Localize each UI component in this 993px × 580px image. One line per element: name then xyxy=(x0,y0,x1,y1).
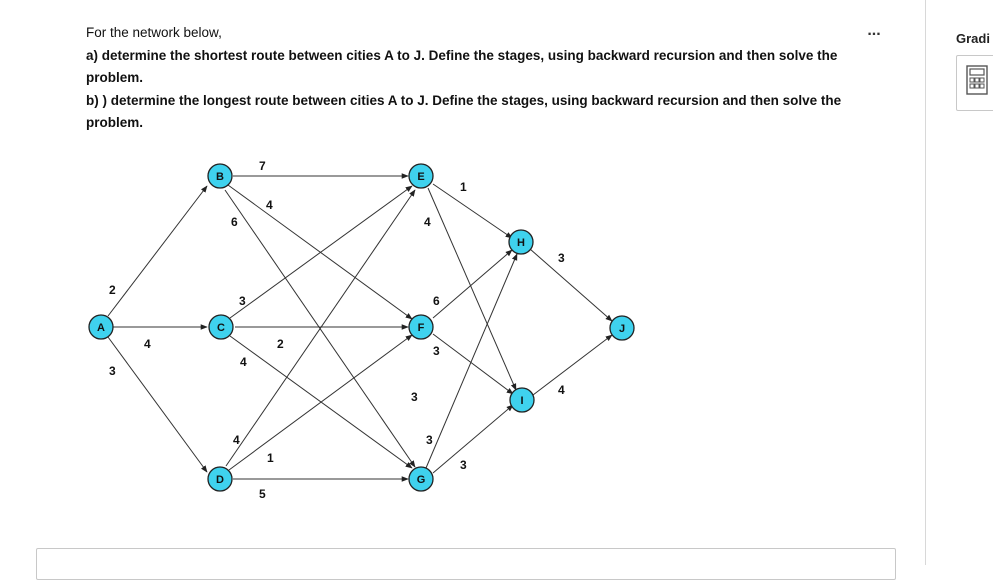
node-a xyxy=(89,315,113,339)
node-i-label: I xyxy=(520,395,524,407)
edge-weights xyxy=(109,159,565,501)
weight-b-f: 4 xyxy=(266,198,273,212)
weight-h-j: 3 xyxy=(558,251,565,265)
node-j xyxy=(610,316,634,340)
weight-c-f: 2 xyxy=(277,337,284,351)
weight-f-g: 3 xyxy=(411,390,418,404)
edge-h-j xyxy=(530,249,612,321)
node-d xyxy=(208,467,232,491)
question-part-a: a) determine the shortest route between cities A to J. Define the stages, using backward recursion and then solve the problem. xyxy=(86,47,838,85)
weight-c-e: 3 xyxy=(239,294,246,308)
node-f-label: F xyxy=(417,322,425,334)
weight-f-i: 3 xyxy=(433,344,440,358)
grading-side-panel xyxy=(925,0,993,565)
weight-b-e: 7 xyxy=(259,159,266,173)
edge-a-d xyxy=(108,337,207,472)
node-b xyxy=(208,164,232,188)
edge-e-h xyxy=(433,184,512,238)
weight-g-h: 3 xyxy=(426,433,433,447)
node-c-label: C xyxy=(217,322,225,334)
node-h xyxy=(509,230,533,254)
edge-f-i xyxy=(433,334,513,394)
node-e xyxy=(409,164,433,188)
weight-f-h: 6 xyxy=(433,294,440,308)
calculator-icon xyxy=(966,65,988,95)
weight-i-j: 4 xyxy=(558,383,565,397)
node-i xyxy=(510,388,534,412)
node-j-label: J xyxy=(618,323,626,335)
answer-input-area[interactable] xyxy=(36,548,896,580)
weight-e-h: 1 xyxy=(460,180,467,194)
weight-a-c: 4 xyxy=(144,337,151,351)
node-c xyxy=(209,315,233,339)
node-f xyxy=(409,315,433,339)
edge-d-e xyxy=(226,190,415,466)
network-edges xyxy=(108,176,612,479)
weight-d-g: 5 xyxy=(259,487,266,501)
edge-a-b xyxy=(108,186,207,316)
more-options-menu[interactable]: ... xyxy=(867,22,881,39)
weight-a-b: 2 xyxy=(109,283,116,297)
node-e-label: E xyxy=(417,171,425,183)
weight-d-f: 4 xyxy=(233,433,240,447)
weight-a-d: 3 xyxy=(109,364,116,378)
question-part-b: b) ) determine the longest route between cities A to J. Define the stages, using backward recursion and then solve the problem. xyxy=(86,92,842,130)
weight-e-i: 4 xyxy=(424,215,431,229)
node-b-label: B xyxy=(216,171,224,183)
node-g xyxy=(409,467,433,491)
edge-g-i xyxy=(433,405,513,473)
grading-label: Gradi xyxy=(956,31,990,46)
edge-i-j xyxy=(533,335,612,395)
node-g-label: G xyxy=(416,474,426,486)
weight-g-i: 3 xyxy=(460,458,467,472)
edge-f-h xyxy=(433,250,512,318)
weight-c-g: 4 xyxy=(240,355,247,369)
node-a-label: A xyxy=(97,322,105,334)
question-intro: For the network below, xyxy=(86,25,222,40)
calculator-button[interactable] xyxy=(956,55,993,111)
weight-d-e: 1 xyxy=(267,451,274,465)
node-d-label: D xyxy=(216,474,224,486)
node-h-label: H xyxy=(517,237,525,249)
weight-b-g: 6 xyxy=(231,215,238,229)
